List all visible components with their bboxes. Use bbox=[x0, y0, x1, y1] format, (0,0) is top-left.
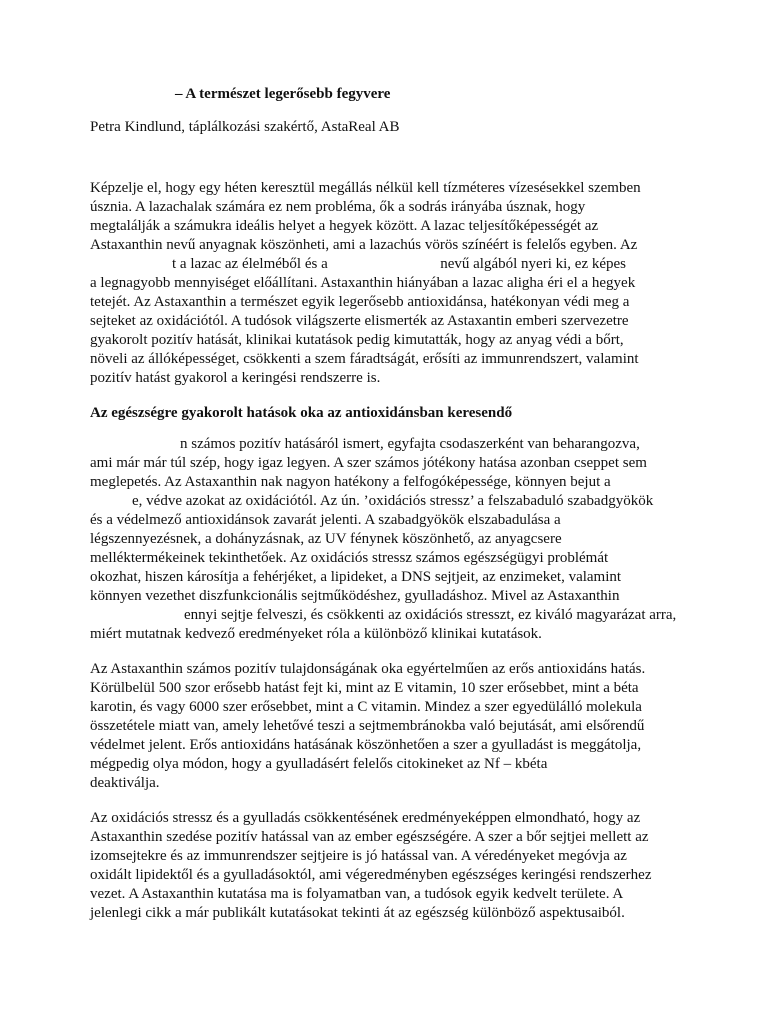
text-line: a legnagyobb mennyiséget előállítani. Astaxanthin hiányában a lazac aligha éri el a hegyek bbox=[90, 275, 636, 291]
text-line: mégpedig olya módon, hogy a gyulladásért felelős citokineket az Nf – kbéta bbox=[90, 756, 548, 772]
paragraph-2 bbox=[90, 435, 680, 644]
text-line: meglepetés. Az Astaxanthin nak nagyon hatékony a felfogóképessége, könnyen bejut a bbox=[90, 474, 611, 490]
text-line: Körülbelül 500 szor erősebb hatást fejt ki, mint az E vitamin, 10 szer erősebbet, mint a béta bbox=[90, 680, 639, 696]
text-line: növeli az állóképességet, csökkenti a szem fáradtságát, erősíti az immunrendszert, valamint bbox=[90, 351, 639, 367]
text-line: könnyen vezethet diszfunkcionális sejtműködéshez, gyulladáshoz. Mivel az Astaxanthin bbox=[90, 588, 620, 604]
text-line: n számos pozitív hatásáról ismert, egyfajta csodaszerként van beharangozva, bbox=[180, 436, 640, 452]
text-line: t a lazac az élelméből és a nevű algából nyeri ki, ez képes bbox=[172, 256, 626, 272]
text-line: úsznia. A lazachalak számára ez nem probléma, ők a sodrás irányába úsznak, hogy bbox=[90, 199, 586, 215]
paragraph-4 bbox=[90, 809, 680, 923]
text-line: Az Astaxanthin számos pozitív tulajdonságának oka egyértelműen az erős antioxidáns hatás. bbox=[90, 661, 646, 677]
text-line: vezet. A Astaxanthin kutatása ma is folyamatban van, a tudósok egyik kedvelt területe. A bbox=[90, 886, 624, 902]
text-line: Astaxanthin nevű anyagnak köszönheti, ami a lazachús vörös színéért is felelős egyben. Az bbox=[90, 237, 638, 253]
text-line: okozhat, hiszen károsítja a fehérjéket, a lipideket, a DNS sejtjeit, az enzimeket, valamint bbox=[90, 569, 622, 585]
text-line: Az oxidációs stressz és a gyulladás csökkentésének eredményeképpen elmondható, hogy az bbox=[90, 810, 641, 826]
text-line: izomsejtekre és az immunrendszer sejtjeire is jó hatással van. A véredényeket megóvja az bbox=[90, 848, 627, 864]
text-line: jelenlegi cikk a már publikált kutatásokat tekinti át az egészség különböző aspektusaiból. bbox=[90, 905, 625, 921]
paragraph-3 bbox=[90, 660, 680, 793]
text-line: Astaxanthin szedése pozitív hatással van az ember egészségére. A szer a bőr sejtjei mellett az bbox=[90, 829, 649, 845]
paragraph-1 bbox=[90, 179, 680, 388]
text-line: karotin, és vagy 6000 szer erősebbet, mint a C vitamin. Mindez a szer egyedülálló molekula bbox=[90, 699, 642, 715]
text-line: Képzelje el, hogy egy héten keresztül megállás nélkül kell tízméteres vízesésekkel szemben bbox=[90, 180, 641, 196]
text-line: védelmet jelent. Erős antioxidáns hatásának köszönhetően a szer a gyulladást is meggátolja, bbox=[90, 737, 642, 753]
text-line: melléktermékeinek tekinthetőek. Az oxidációs stressz számos egészségügyi problémát bbox=[90, 550, 609, 566]
text-line: sejteket az oxidációtól. A tudósok világszerte elismerték az Astaxantin emberi szervezetre bbox=[90, 313, 629, 329]
text-line: miért mutatnak kedvező eredményeket róla a különböző klinikai kutatások. bbox=[90, 626, 542, 642]
text-line: pozitív hatást gyakorol a keringési rendszerre is. bbox=[90, 370, 381, 386]
text-line: deaktiválja. bbox=[90, 775, 160, 791]
text-line: ami már már túl szép, hogy igaz legyen. A szer számos jótékony hatása azonban cseppet sem bbox=[90, 455, 647, 471]
text-line: e, védve azokat az oxidációtól. Az ún. ’oxidációs stressz’ a felszabaduló szabadgyökök bbox=[132, 493, 654, 509]
text-line: gyakorolt pozitív hatását, klinikai kutatások pedig kimutatták, hogy az anyag védi a bőrt, bbox=[90, 332, 624, 348]
author-line: Petra Kindlund, táplálkozási szakértő, AstaReal AB bbox=[90, 119, 400, 135]
section-heading: Az egészségre gyakorolt hatások oka az antioxidánsban keresendő bbox=[90, 405, 513, 421]
text-line: oxidált lipidektől és a gyulladásoktól, ami végeredményben egészséges keringési rendszerhez bbox=[90, 867, 652, 883]
text-line: tetejét. Az Astaxanthin a természet egyik legerősebb antioxidánsa, hatékonyan védi meg a bbox=[90, 294, 630, 310]
text-line: megtalálják a számukra ideális helyet a hegyek között. A lazac teljesítőképességét az bbox=[90, 218, 599, 234]
text-line: összetétele miatt van, amely lehetővé teszi a sejtmembránokba való bejutását, ami elsőrendű bbox=[90, 718, 645, 734]
text-line: légszennyezésnek, a dohányzásnak, az UV fénynek köszönhető, az anyagcsere bbox=[90, 531, 562, 547]
text-line: és a védelmező antioxidánsok zavarát jelenti. A szabadgyökök elszabadulása a bbox=[90, 512, 561, 528]
document-title: – A természet legerősebb fegyvere bbox=[175, 86, 391, 102]
text-line: ennyi sejtje felveszi, és csökkenti az oxidációs stresszt, ez kiváló magyarázat arra, bbox=[184, 607, 677, 623]
